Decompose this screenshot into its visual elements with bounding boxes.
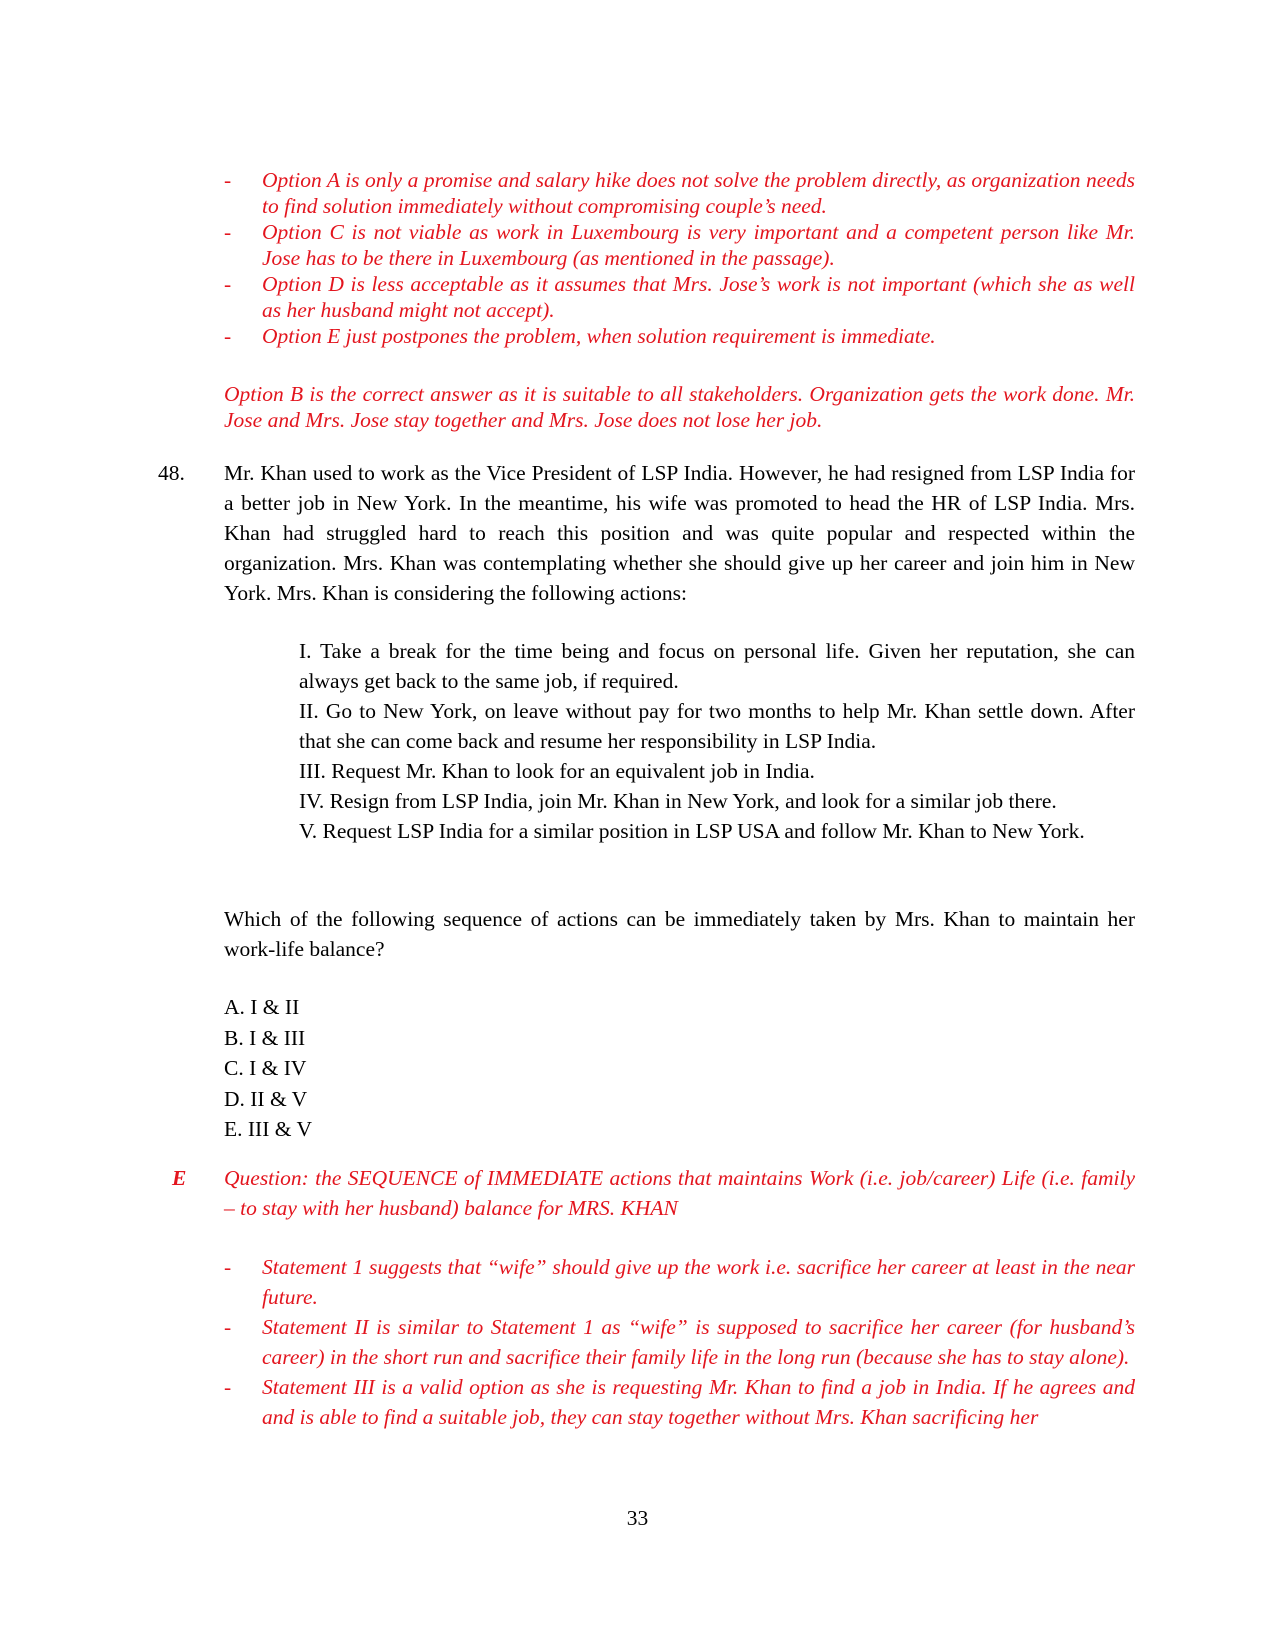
answer-summary: Question: the SEQUENCE of IMMEDIATE actions that maintains Work (i.e. job/career) Life (i.e. family – to stay with her husband) balance for MRS. KHAN [224,1166,1135,1220]
explanation-bullet-text: Option C is not viable as work in Luxembourg is very important and a competent person like Mr. Jose has to be there in Luxembourg (as mentioned in the passage). [262,220,1135,270]
option-a: A. I & II [224,995,300,1019]
statement-item: V. Request LSP India for a similar position in LSP USA and follow Mr. Khan to New York. [299,819,1085,843]
explanation-conclusion: Option B is the correct answer as it is suitable to all stakeholders. Organization gets the work done. Mr. Jose and Mrs. Jose stay together and Mrs. Jose does not lose her job. [224,382,1135,432]
explanation-bullet-text: Option D is less acceptable as it assumes that Mrs. Jose’s work is not important (which she as well as her husband might not accept). [262,272,1135,322]
statement-item: IV. Resign from LSP India, join Mr. Khan in New York, and look for a similar job there. [299,789,1057,813]
option-b: B. I & III [224,1025,306,1050]
explanation-bullet [224,219,1135,271]
answer-bullet [224,1252,1135,1312]
answer-bullet [224,1372,1135,1432]
answer-bullet-text: Statement 1 suggests that “wife” should give up the work i.e. sacrifice her career at least in the near future. [262,1255,1135,1309]
question-number: 48. [158,461,185,485]
option-c: C. I & IV [224,1056,307,1080]
bullet-dash: - [224,168,232,192]
option-d: D. II & V [224,1086,308,1111]
bullet-dash: - [224,272,232,296]
answer-bullet-text: Statement III is a valid option as she is requesting Mr. Khan to find a job in India. If he agrees and and is able to find a suitable job, they can stay together without Mrs. Khan sacrificing her [262,1375,1135,1429]
page-number: 33 [626,1506,649,1530]
bullet-dash: - [224,1315,232,1339]
answer-options [224,992,312,1145]
answer-bullet-list [224,1252,1135,1432]
answer-bullet-text: Statement II is similar to Statement 1 as “wife” is supposed to sacrifice her career (for husband’s career) in the short run and sacrifice their family life in the long run (because she has to stay alone). [262,1315,1135,1369]
option-e: E. III & V [224,1117,312,1141]
explanation-bullet-list [224,167,1135,349]
answer-letter: E [172,1166,187,1190]
bullet-dash: - [224,220,232,244]
bullet-dash: - [224,1375,232,1399]
question-prompt: Which of the following sequence of actions can be immediately taken by Mrs. Khan to maintain her work-life balance? [224,907,1135,961]
statement-item: II. Go to New York, on leave without pay for two months to help Mr. Khan settle down. After that she can come back and resume her responsibility in LSP India. [299,699,1135,753]
bullet-dash: - [224,1255,232,1279]
explanation-bullet-text: Option A is only a promise and salary hike does not solve the problem directly, as organization needs to find solution immediately without compromising couple’s need. [262,168,1135,218]
statement-list [299,636,1135,846]
statement-item: III. Request Mr. Khan to look for an equivalent job in India. [299,759,815,783]
answer-explanation [224,1252,1135,1432]
explanation-bullet-text: Option E just postpones the problem, when solution requirement is immediate. [262,324,936,348]
bullet-dash: - [224,324,232,348]
answer-bullet [224,1312,1135,1372]
explanation-bullet [224,271,1135,323]
explanation-bullet [224,323,1135,349]
statement-item: I. Take a break for the time being and focus on personal life. Given her reputation, she can always get back to the same job, if required. [299,639,1135,693]
previous-explanation [224,167,1135,349]
explanation-bullet [224,167,1135,219]
question-passage: Mr. Khan used to work as the Vice President of LSP India. However, he had resigned from LSP India for a better job in New York. In the meantime, his wife was promoted to head the HR of LSP India. Mrs. Khan had struggled hard to reach this position and was quite popular and respected within the organization. Mrs. Khan was contemplating whether she should give up her career and join him in New York. Mrs. Khan is considering the following actions: [224,461,1135,605]
